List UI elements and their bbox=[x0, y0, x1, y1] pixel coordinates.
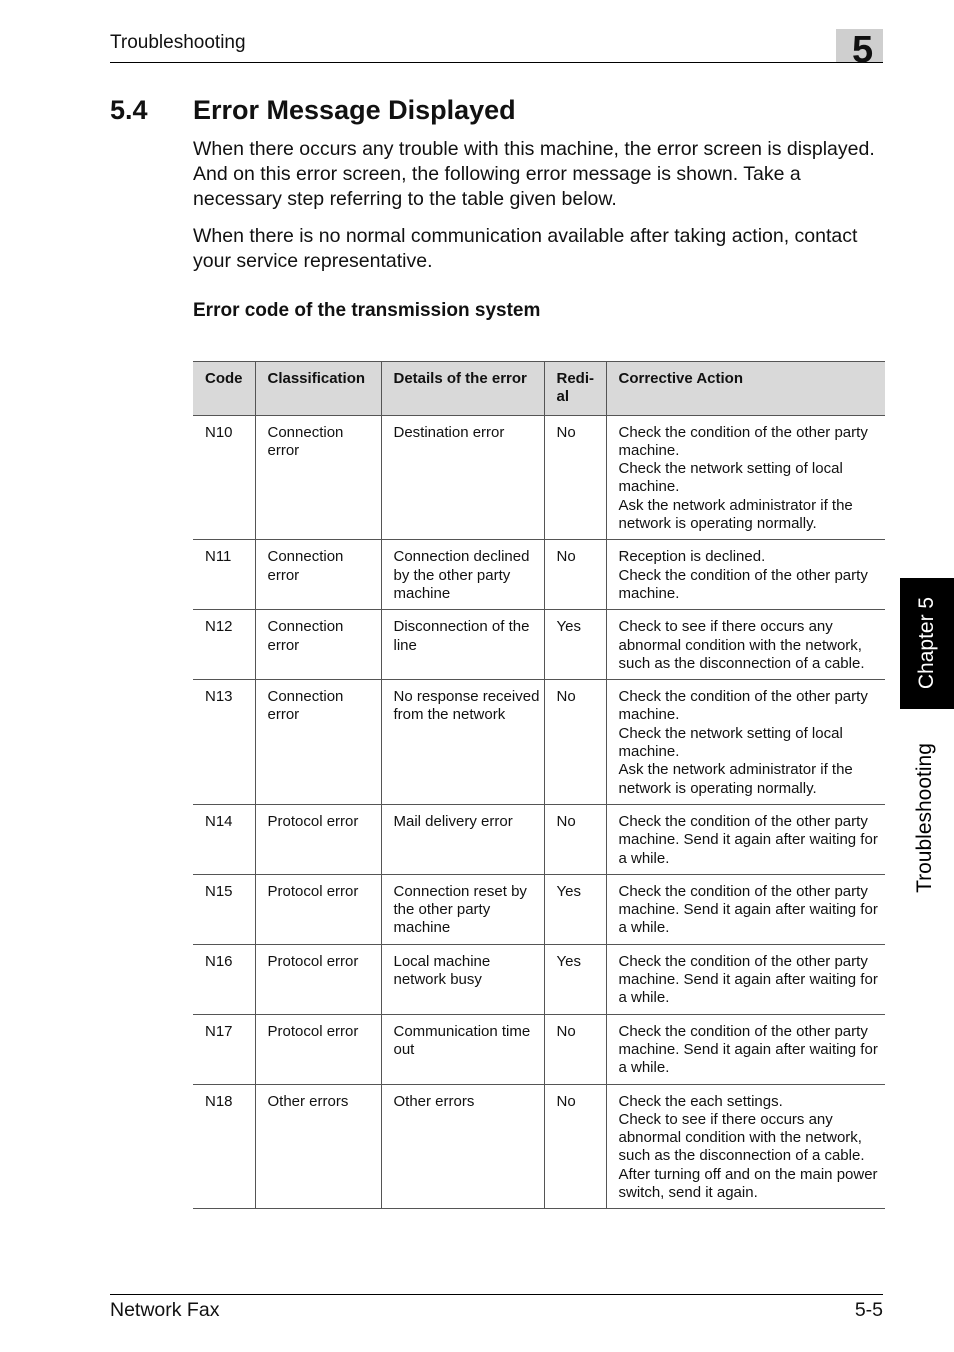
cell-details: Local machine network busy bbox=[381, 944, 544, 1014]
cell-details: Mail delivery error bbox=[381, 804, 544, 874]
section-number: 5.4 bbox=[110, 95, 148, 125]
cell-details: No response received from the network bbox=[381, 680, 544, 805]
cell-redial: No bbox=[544, 1084, 606, 1209]
corrective-action-line: Check to see if there occurs any abnormal condition with the network, such as the disconnection of a cable. bbox=[618, 618, 865, 672]
cell-code: N18 bbox=[193, 1084, 255, 1209]
header-rule bbox=[110, 62, 883, 63]
corrective-action-line: Check the condition of the other party machine. bbox=[618, 688, 868, 724]
corrective-action-line: Check the condition of the other party machine. bbox=[618, 423, 868, 459]
table-row bbox=[193, 804, 885, 874]
corrective-action-line: Check to see if there occurs any abnormal condition with the network, such as the disconnection of a cable. bbox=[618, 1110, 865, 1165]
corrective-action-line: Check the network setting of local machine. bbox=[618, 460, 843, 496]
cell-code: N15 bbox=[193, 874, 255, 944]
cell-code: N14 bbox=[193, 804, 255, 874]
corrective-action-line: Check the each settings. bbox=[618, 1092, 783, 1110]
corrective-action-line: Check the condition of the other party machine. Send it again after waiting for a while. bbox=[618, 952, 878, 1007]
cell-code: N11 bbox=[193, 540, 255, 610]
table-row bbox=[193, 680, 885, 805]
cell-redial: No bbox=[544, 804, 606, 874]
cell-details: Connection reset by the other party machine bbox=[381, 874, 544, 944]
cell-classification: Other errors bbox=[255, 1084, 381, 1209]
cell-details: Destination error bbox=[381, 415, 544, 540]
cell-corrective-action bbox=[606, 415, 885, 540]
chapter-number: 5 bbox=[852, 29, 874, 71]
cell-redial: Yes bbox=[544, 874, 606, 944]
cell-redial: Yes bbox=[544, 944, 606, 1014]
footer-rule bbox=[110, 1294, 883, 1295]
cell-redial: No bbox=[544, 680, 606, 805]
cell-classification: Connection error bbox=[255, 680, 381, 805]
section-title: Error Message Displayed bbox=[193, 95, 516, 125]
cell-corrective-action bbox=[606, 1014, 885, 1084]
cell-redial: No bbox=[544, 540, 606, 610]
cell-classification: Connection error bbox=[255, 610, 381, 680]
table-body bbox=[193, 415, 885, 1209]
cell-corrective-action bbox=[606, 944, 885, 1014]
corrective-action-line: Check the condition of the other party machine. Send it again after waiting for a while. bbox=[618, 1022, 878, 1077]
cell-code: N12 bbox=[193, 610, 255, 680]
header-corrective-action: Corrective Action bbox=[606, 362, 885, 416]
corrective-action-line: After turning off and on the main power switch, send it again. bbox=[618, 1165, 878, 1201]
table-row bbox=[193, 1084, 885, 1209]
header-code: Code bbox=[193, 362, 255, 416]
cell-code: N16 bbox=[193, 944, 255, 1014]
cell-corrective-action bbox=[606, 804, 885, 874]
header-classification: Classification bbox=[255, 362, 381, 416]
cell-classification: Connection error bbox=[255, 540, 381, 610]
table-row bbox=[193, 540, 885, 610]
cell-details: Disconnection of the line bbox=[381, 610, 544, 680]
corrective-action-line: Check the condition of the other party machine. Send it again after waiting for a while. bbox=[618, 882, 878, 937]
intro-paragraph: When there occurs any trouble with this machine, the error screen is displayed. And on this error screen, the following error message is shown. Take a necessary step referring to the table given below. bbox=[193, 138, 875, 210]
corrective-action-line: Ask the network administrator if the network is operating normally. bbox=[618, 761, 853, 797]
error-code-table bbox=[193, 361, 885, 1209]
side-section-label: Troubleshooting bbox=[913, 743, 936, 893]
table-row bbox=[193, 415, 885, 540]
corrective-action-line: Check the condition of the other party machine. bbox=[618, 566, 868, 602]
cell-code: N17 bbox=[193, 1014, 255, 1084]
footer-manual-title: Network Fax bbox=[110, 1299, 220, 1321]
corrective-action-line: Ask the network administrator if the network is operating normally. bbox=[618, 496, 853, 533]
cell-classification: Protocol error bbox=[255, 944, 381, 1014]
cell-redial: No bbox=[544, 415, 606, 540]
cell-corrective-action bbox=[606, 610, 885, 680]
cell-corrective-action bbox=[606, 540, 885, 610]
cell-redial: Yes bbox=[544, 610, 606, 680]
cell-code: N10 bbox=[193, 415, 255, 540]
table-header-row bbox=[193, 362, 885, 416]
corrective-action-line: Check the network setting of local machine. bbox=[618, 724, 843, 761]
cell-corrective-action bbox=[606, 874, 885, 944]
cell-details: Communication time out bbox=[381, 1014, 544, 1084]
header-details: Details of the error bbox=[381, 362, 544, 416]
side-tab-chapter-label: Chapter 5 bbox=[915, 596, 938, 690]
cell-corrective-action bbox=[606, 1084, 885, 1209]
corrective-action-line: Reception is declined. bbox=[618, 548, 766, 566]
table-subheading: Error code of the transmission system bbox=[193, 300, 541, 321]
cell-classification: Protocol error bbox=[255, 804, 381, 874]
footer-page-number: 5-5 bbox=[854, 1299, 883, 1321]
cell-code: N13 bbox=[193, 680, 255, 805]
cell-corrective-action bbox=[606, 680, 885, 805]
corrective-action-line: Check the condition of the other party machine. Send it again after waiting for a while. bbox=[618, 812, 878, 867]
contact-paragraph: When there is no normal communication available after taking action, contact your service representative. bbox=[193, 225, 858, 272]
cell-details: Other errors bbox=[381, 1084, 544, 1209]
table-row bbox=[193, 874, 885, 944]
cell-details: Connection declined by the other party machine bbox=[381, 540, 544, 610]
cell-classification: Protocol error bbox=[255, 874, 381, 944]
cell-redial: No bbox=[544, 1014, 606, 1084]
header-redial: Redi-al bbox=[544, 362, 606, 416]
cell-classification: Protocol error bbox=[255, 1014, 381, 1084]
cell-classification: Connection error bbox=[255, 415, 381, 540]
table-row bbox=[193, 944, 885, 1014]
running-header-title: Troubleshooting bbox=[110, 32, 246, 53]
table-row bbox=[193, 610, 885, 680]
table-row bbox=[193, 1014, 885, 1084]
